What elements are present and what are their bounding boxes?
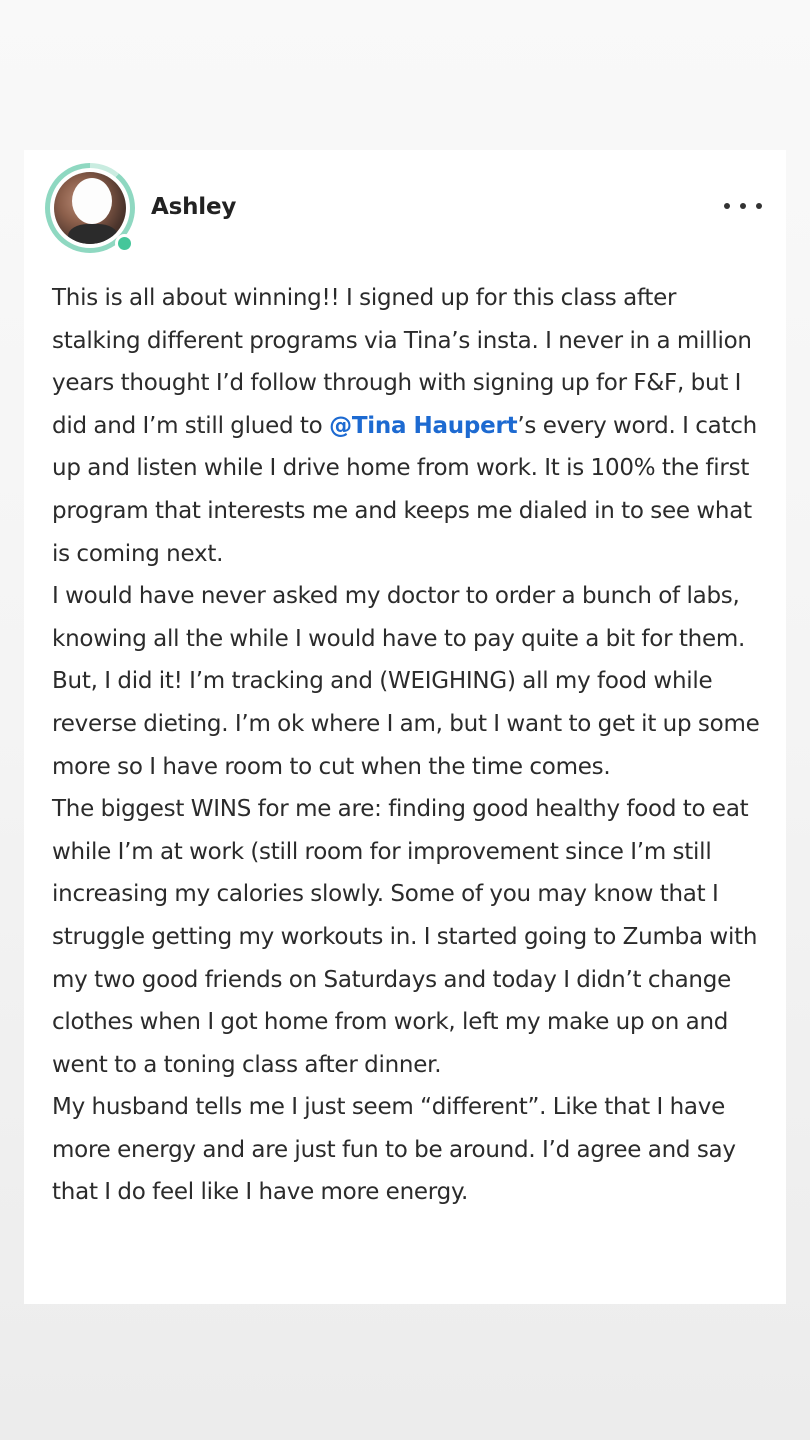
post-paragraph: I would have never asked my doctor to order a bunch of labs, knowing all the while I would have to pay quite a bit for them. But, I did it! I’m tracking and (WEIGHING) all my food while reverse dieting. I’m ok where I am, but I want to get it up some more so I have room to cut when the time comes. (52, 583, 760, 780)
post-paragraph (52, 277, 764, 575)
post-card (24, 150, 786, 1304)
more-options-button[interactable] (724, 192, 762, 220)
more-horizontal-icon-dot (740, 203, 746, 209)
post-text: ’s every word. I catch up and listen while I drive home from work. It is 100% the first program that interests me and keeps me dialed in to see what is coming next. (52, 412, 757, 567)
more-horizontal-icon (724, 203, 730, 209)
online-status-dot (115, 234, 134, 253)
post-paragraph: The biggest WINS for me are: finding good healthy food to eat while I’m at work (still room for improvement since I’m still increasing my calories slowly. Some of you may know that I struggle getting my workouts in. I started going to Zumba with my two good friends on Saturdays and today I didn’t change clothes when I got home from work, left my make up on and went to a toning class after dinner. (52, 796, 758, 1078)
author-name[interactable]: Ashley (151, 194, 237, 220)
avatar-photo (54, 172, 126, 244)
mention-link[interactable]: @Tina Haupert (329, 412, 518, 439)
post-paragraph: My husband tells me I just seem “different”. Like that I have more energy and are just fun to be around. I’d agree and say that I do feel like I have more energy. (52, 1094, 736, 1206)
face-blur (72, 178, 112, 224)
avatar[interactable] (45, 163, 135, 253)
post-body (52, 277, 764, 1214)
avatar-shirt (68, 224, 118, 244)
post-text: This is all about winning!! I signed up for this class after stalking different programs via Tina’s insta. I never in a million years thought I’d follow through with signing up for F&F, but I did and I’m still glued to (52, 285, 752, 439)
more-horizontal-icon-dot (756, 203, 762, 209)
